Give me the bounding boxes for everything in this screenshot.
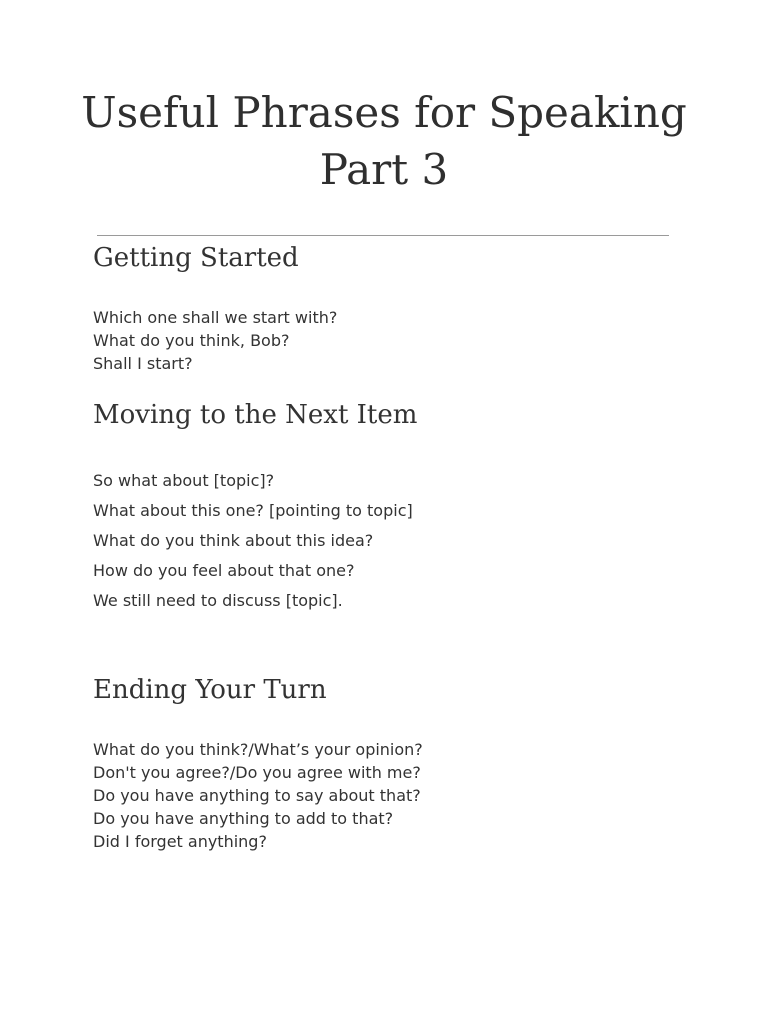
- phrase-line: How do you feel about that one?: [93, 561, 355, 580]
- phrase-line: What do you think?/What’s your opinion?: [93, 740, 423, 759]
- phrase-line: Don't you agree?/Do you agree with me?: [93, 763, 421, 782]
- phrase-line: We still need to discuss [topic].: [93, 591, 343, 610]
- title-line-1: Useful Phrases for Speaking: [81, 88, 687, 137]
- phrase-line: What do you think about this idea?: [93, 531, 374, 550]
- section-heading-ending-your-turn: Ending Your Turn: [93, 675, 327, 705]
- phrase-line: Did I forget anything?: [93, 832, 267, 851]
- phrase-line: Do you have anything to say about that?: [93, 786, 421, 805]
- phrase-line: Which one shall we start with?: [93, 308, 338, 327]
- horizontal-divider: [97, 235, 669, 236]
- phrase-line: What do you think, Bob?: [93, 331, 290, 350]
- section-getting-started-phrases: [93, 306, 337, 375]
- phrase-line: What about this one? [pointing to topic]: [93, 501, 413, 520]
- phrase-line: Shall I start?: [93, 354, 193, 373]
- phrase-line: So what about [topic]?: [93, 471, 275, 490]
- title-line-2: Part 3: [319, 145, 449, 194]
- phrase-line: Do you have anything to add to that?: [93, 809, 394, 828]
- section-ending-your-turn-phrases: [93, 738, 423, 853]
- section-moving-to-next-item-phrases: [93, 466, 413, 616]
- page-title: [60, 84, 708, 198]
- section-heading-moving-to-next-item: Moving to the Next Item: [93, 400, 418, 430]
- section-heading-getting-started: Getting Started: [93, 243, 299, 273]
